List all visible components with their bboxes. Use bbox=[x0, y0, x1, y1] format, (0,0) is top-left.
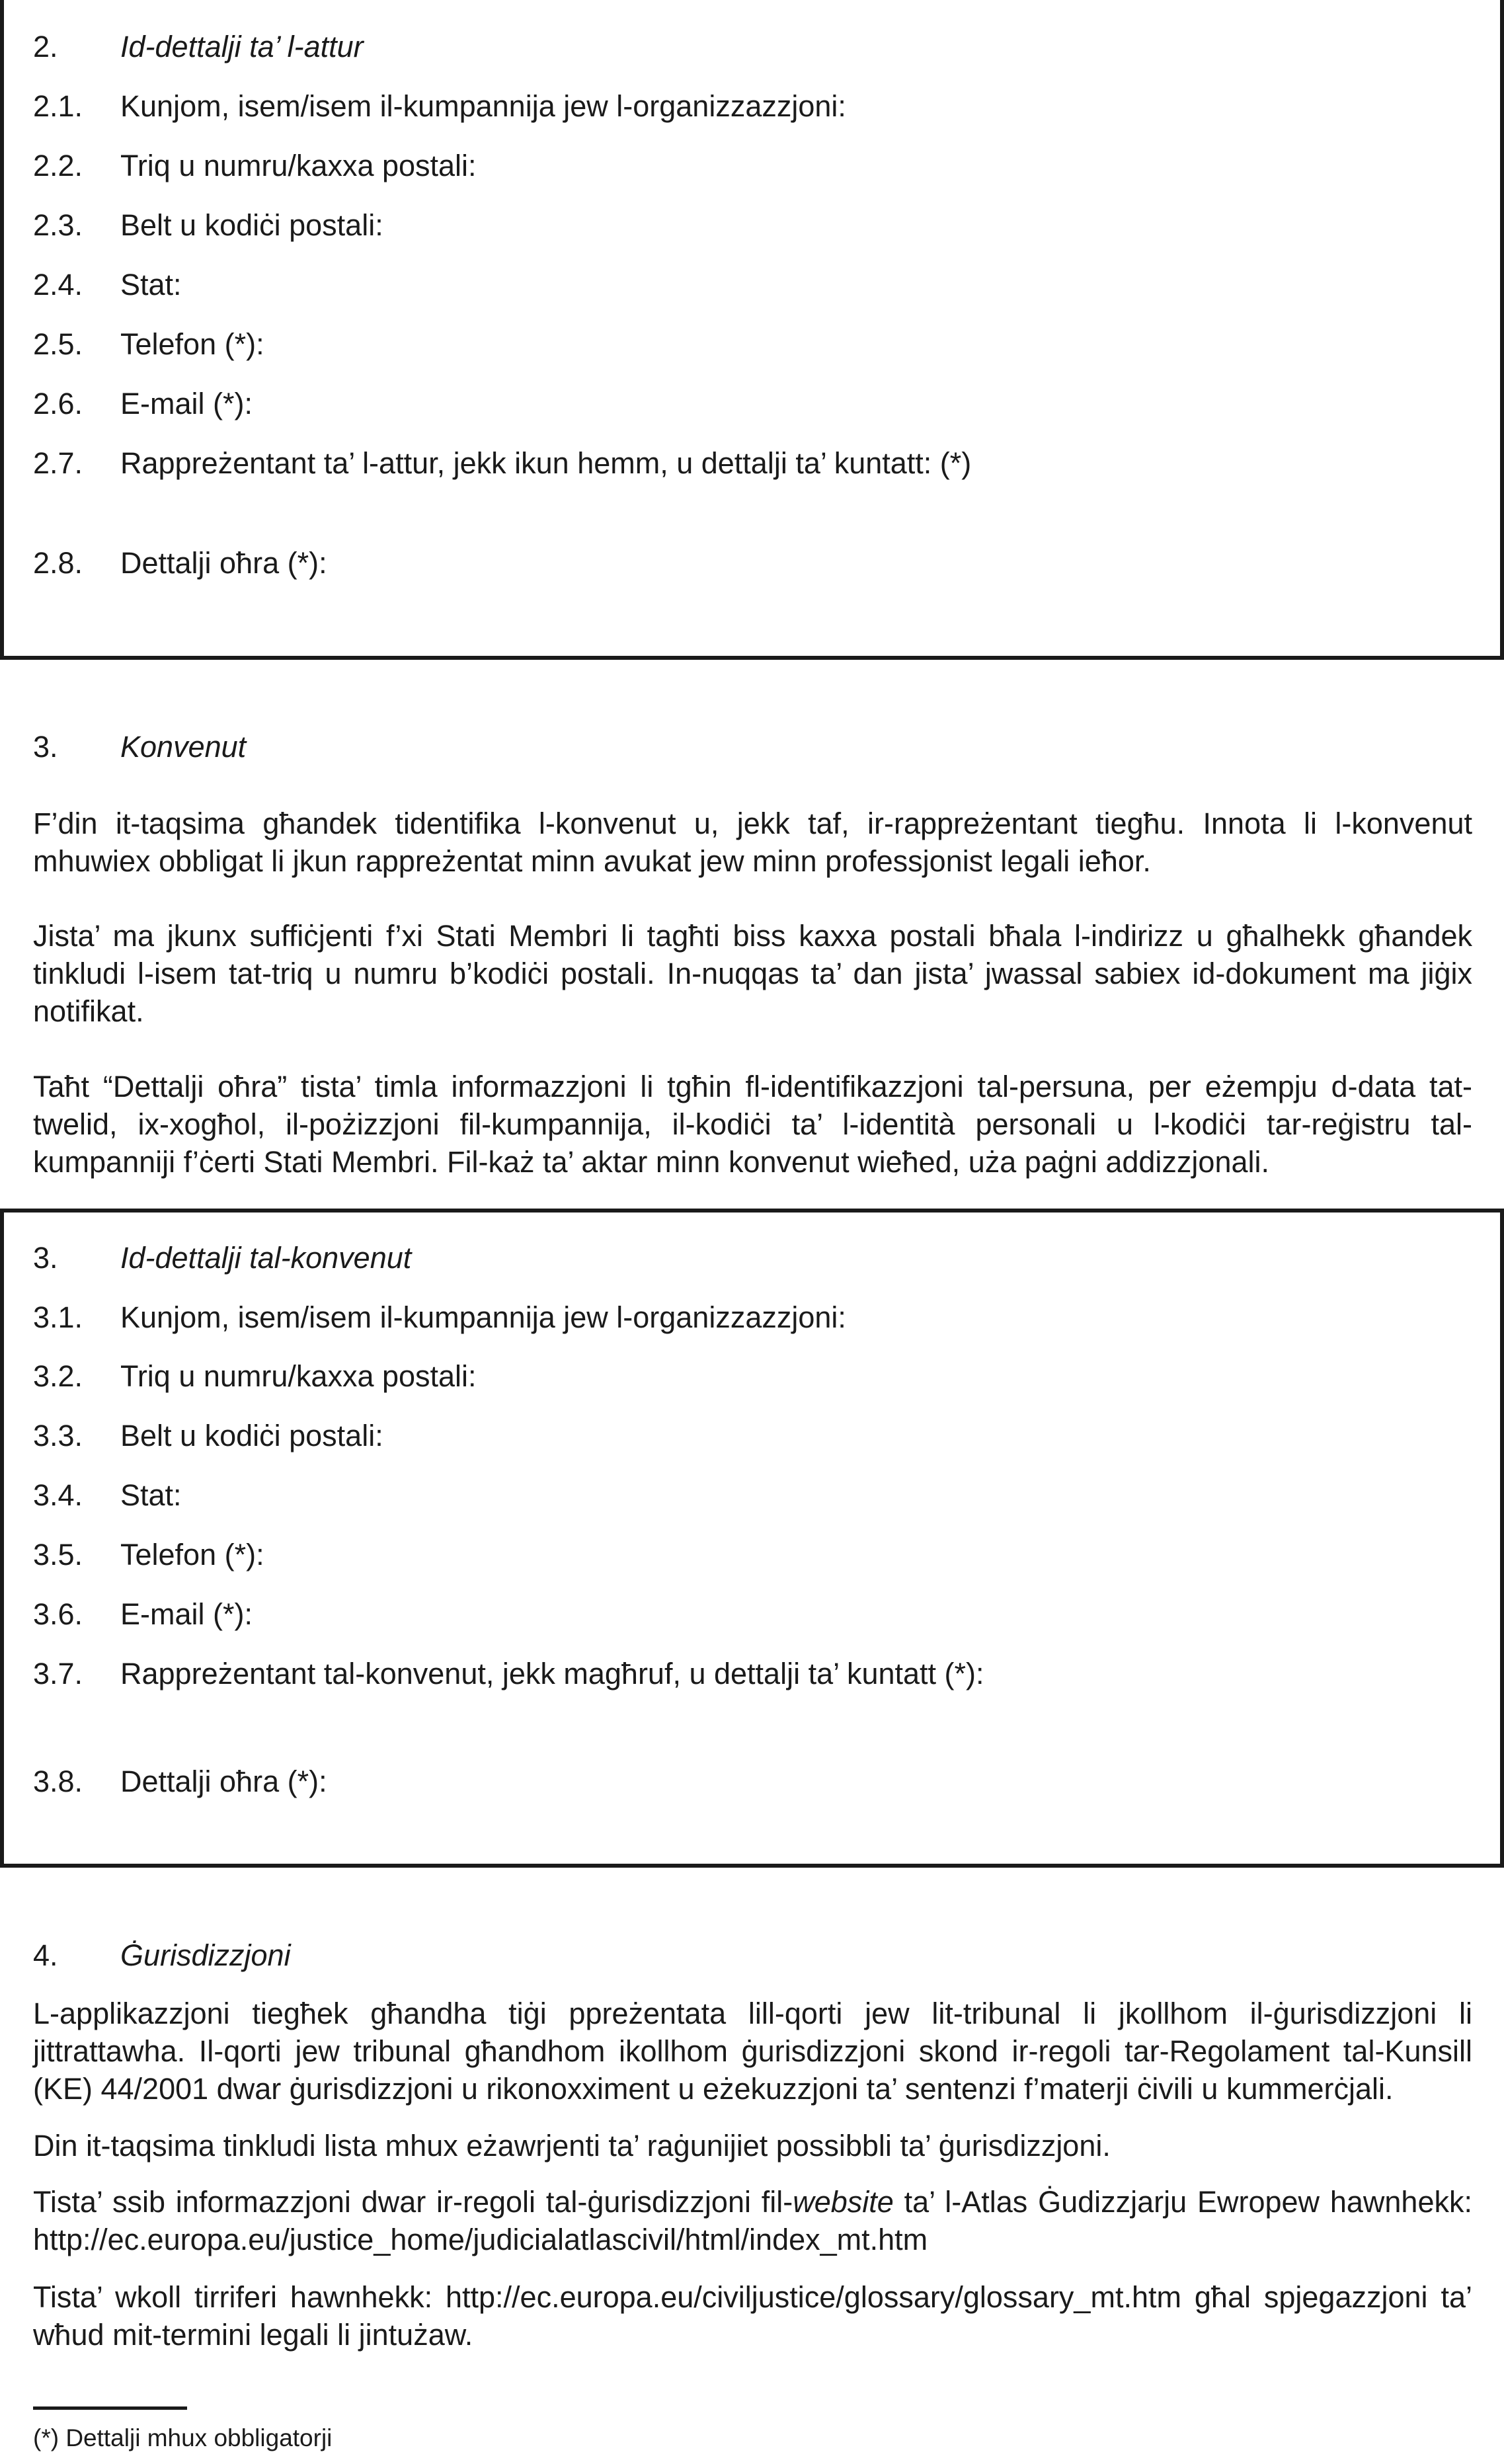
field-label: Telefon (*): bbox=[120, 1538, 264, 1571]
field-number: 2.4. bbox=[33, 268, 83, 301]
field-label: Kunjom, isem/isem il-kumpannija jew l-organizzazzjoni: bbox=[120, 89, 846, 123]
field-row bbox=[33, 1765, 327, 1799]
field-label: Belt u kodiċi postali: bbox=[120, 208, 383, 242]
field-label: Triq u numru/kaxxa postali: bbox=[120, 149, 477, 182]
section-number: 2. bbox=[33, 30, 58, 63]
field-label: Dettalji oħra (*): bbox=[120, 1765, 327, 1798]
field-number: 2.8. bbox=[33, 546, 83, 580]
field-number: 3.1. bbox=[33, 1300, 83, 1334]
section-title: Konvenut bbox=[120, 730, 247, 764]
section-number: 3. bbox=[33, 730, 58, 764]
section-title: Ġurisdizzjoni bbox=[120, 1938, 291, 1972]
jurisdiction-paragraph bbox=[33, 2183, 1472, 2258]
jurisdiction-paragraph: Din it-taqsima tinkludi lista mhux eżawrjenti ta’ raġunijiet possibbli ta’ ġurisdizzjoni. bbox=[33, 2129, 1111, 2163]
field-label: E-mail (*): bbox=[120, 387, 253, 420]
field-row bbox=[33, 268, 182, 302]
section-number: 3. bbox=[33, 1241, 58, 1275]
section-title: Id-dettalji tal-konvenut bbox=[120, 1241, 412, 1275]
footnote: (*) Dettalji mhux obbligatorji bbox=[33, 2424, 333, 2451]
info-paragraph: Taħt “Dettalji oħra” tista’ timla informazzjoni li tgħin fl-identifikazzjoni tal-persuna, per eżempju d-data tat-twelid, ix-xogħol, il-pożizzjoni fil-kumpannija, il-kodiċi ta’ l-identità personali u l-kodiċi tar-reġistru tal-kumpanniji f’ċerti Stati Membri. Fil-każ ta’ aktar minn konvenut wieħed, uża paġni addizzjonali. bbox=[33, 1070, 1472, 1179]
field-number: 2.6. bbox=[33, 387, 83, 420]
field-number: 3.3. bbox=[33, 1419, 83, 1452]
field-row bbox=[33, 1359, 477, 1394]
field-number: 3.4. bbox=[33, 1478, 83, 1512]
info-paragraph: Jista’ ma jkunx suffiċjenti f’xi Stati Membri li tagħti biss kaxxa postali bħala l-indirizz u għalhekk għandek tinkludi l-isem tat-triq u numru b’kodiċi postali. In-nuqqas ta’ dan jista’ jwassal sabiex id-dokument ma jiġix notifikat. bbox=[33, 919, 1472, 1028]
field-number: 3.2. bbox=[33, 1359, 83, 1393]
field-number: 3.8. bbox=[33, 1765, 83, 1798]
field-row bbox=[33, 89, 846, 124]
paragraph-italic-word: website bbox=[793, 2185, 894, 2219]
section-4-heading bbox=[33, 1938, 291, 1973]
field-number: 2.5. bbox=[33, 327, 83, 361]
field-row bbox=[33, 446, 971, 481]
section-title: Id-dettalji ta’ l-attur bbox=[120, 30, 364, 63]
field-label: Stat: bbox=[120, 268, 182, 301]
paragraph-text: Tista’ ssib informazzjoni dwar ir-regoli tal-ġurisdizzjoni fil- bbox=[33, 2185, 793, 2219]
field-label: E-mail (*): bbox=[120, 1597, 253, 1631]
section-number: 4. bbox=[33, 1938, 58, 1972]
section-2-heading bbox=[33, 30, 364, 64]
field-row bbox=[33, 387, 253, 421]
field-label: Dettalji oħra (*): bbox=[120, 546, 327, 580]
field-label: Stat: bbox=[120, 1478, 182, 1512]
field-number: 3.5. bbox=[33, 1538, 83, 1571]
field-row bbox=[33, 1597, 253, 1632]
field-label: Rappreżentant tal-konvenut, jekk magħruf, u dettalji ta’ kuntatt (*): bbox=[120, 1657, 984, 1690]
field-label: Belt u kodiċi postali: bbox=[120, 1419, 383, 1452]
field-row bbox=[33, 1300, 846, 1335]
field-row bbox=[33, 1419, 383, 1453]
field-label: Triq u numru/kaxxa postali: bbox=[120, 1359, 477, 1393]
field-number: 3.6. bbox=[33, 1597, 83, 1631]
field-row bbox=[33, 208, 383, 243]
footnote-rule bbox=[33, 2406, 187, 2410]
field-row bbox=[33, 1657, 984, 1691]
section-3-info-heading bbox=[33, 730, 246, 764]
info-paragraph: F’din it-taqsima għandek tidentifika l-konvenut u, jekk taf, ir-rappreżentant tiegħu. Innota li l-konvenut mhuwiex obbligat li jkun rappreżentat minn avukat jew minn professjonist legali ieħor. bbox=[33, 807, 1472, 878]
jurisdiction-paragraph: L-applikazzjoni tiegħek għandha tiġi ppreżentata lill-qorti jew lit-tribunal li jkollhom il-ġurisdizzjoni li jittrattawha. Il-qorti jew tribunal għandhom ikollhom ġurisdizzjoni skond ir-regoli tar-Regolament tal-Kunsill (KE) 44/2001 dwar ġurisdizzjoni u rikonoxximent u eżekuzzjoni ta’ sentenzi f’materji ċivili u kummerċjali. bbox=[33, 1997, 1472, 2106]
field-label: Telefon (*): bbox=[120, 327, 264, 361]
paragraph-text: ta’ l-Atlas Ġudizzjarju Ewropew hawnhekk: http://ec.europa.eu/justice_home/judicialatlascivil/html/index_mt.htm bbox=[33, 2185, 1472, 2256]
field-number: 2.3. bbox=[33, 208, 83, 242]
field-number: 3.7. bbox=[33, 1657, 83, 1690]
field-row bbox=[33, 327, 264, 362]
field-number: 2.2. bbox=[33, 149, 83, 182]
field-row bbox=[33, 149, 477, 183]
field-row bbox=[33, 546, 327, 580]
jurisdiction-paragraph: Tista’ wkoll tirriferi hawnhekk: http://ec.europa.eu/civiljustice/glossary/glossary_mt.htm għal spjegazzjoni ta’ wħud mit-termini legali li jintużaw. bbox=[33, 2280, 1472, 2352]
field-row bbox=[33, 1538, 264, 1572]
field-number: 2.7. bbox=[33, 446, 83, 480]
section-3-heading bbox=[33, 1241, 411, 1275]
field-label: Rappreżentant ta’ l-attur, jekk ikun hemm, u dettalji ta’ kuntatt: (*) bbox=[120, 446, 972, 480]
field-row bbox=[33, 1478, 182, 1513]
field-number: 2.1. bbox=[33, 89, 83, 123]
field-label: Kunjom, isem/isem il-kumpannija jew l-organizzazzjoni: bbox=[120, 1300, 846, 1334]
